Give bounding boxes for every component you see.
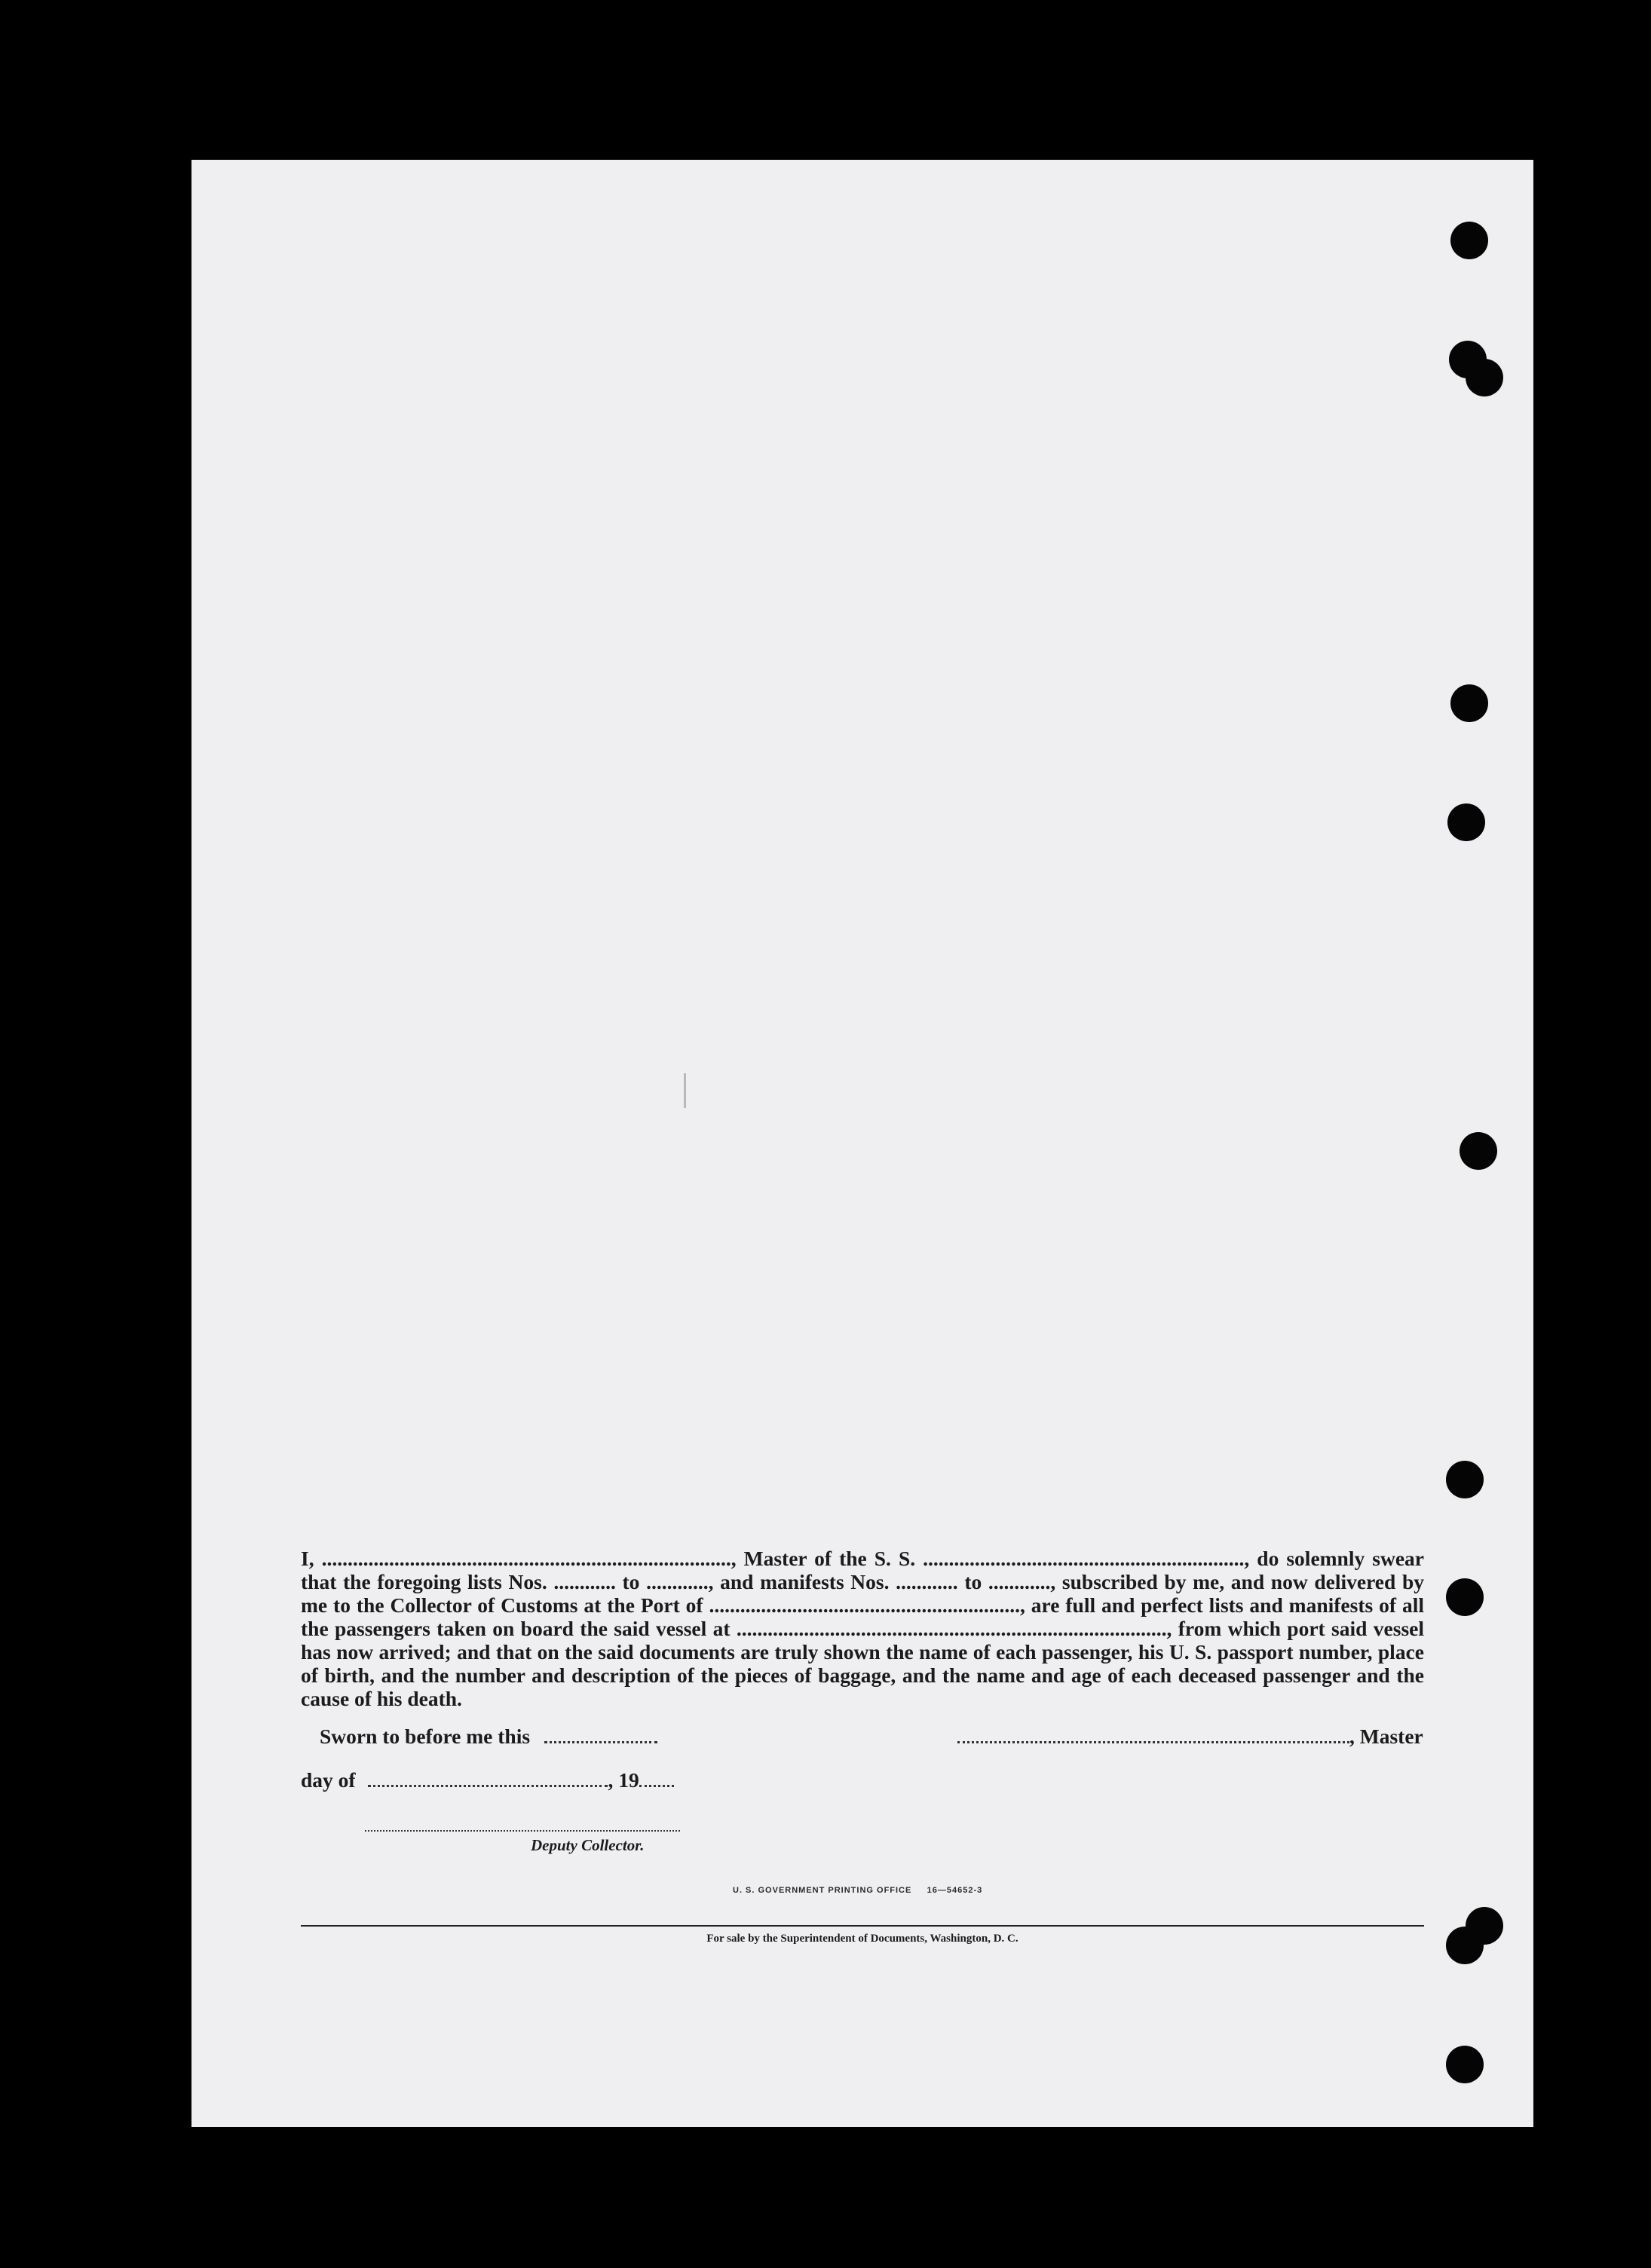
master-signature-field[interactable] [957, 1740, 1349, 1743]
printing-office-imprint: U. S. GOVERNMENT PRINTING OFFICE 16—54652-3 [733, 1886, 983, 1895]
master-label: , Master [1349, 1725, 1423, 1748]
day-of-label: day of [301, 1768, 356, 1792]
punch-hole [1466, 359, 1503, 396]
master-signature-row [957, 1725, 1423, 1749]
punch-hole [1450, 684, 1488, 722]
sworn-label: Sworn to before me this [320, 1725, 531, 1748]
year-field[interactable] [639, 1784, 674, 1787]
master-oath-paragraph [301, 1547, 1424, 1710]
footer-rule [301, 1925, 1424, 1927]
punch-hole [1446, 2046, 1484, 2083]
sworn-date-field[interactable] [544, 1740, 657, 1743]
manifest-page [191, 160, 1533, 2127]
day-of-field[interactable] [368, 1784, 608, 1787]
day-of-row [301, 1768, 674, 1792]
deputy-collector-label: Deputy Collector. [531, 1836, 645, 1854]
year-label: , 19 [608, 1768, 639, 1792]
deputy-signature-line[interactable] [365, 1830, 680, 1832]
punch-hole [1460, 1132, 1497, 1170]
bleed-through-mark [684, 1073, 686, 1108]
punch-hole [1447, 803, 1485, 841]
punch-hole [1446, 1578, 1484, 1616]
punch-hole [1450, 222, 1488, 259]
oath-text: I, ..............................................................................., Master of the S. S. .............................................................., do solemnly swear that the foregoing lists Nos. ............ to ............, and manifests Nos. ............ to ............, subscribed by me, and now delivered by me to the Collector of Customs at the Port of ............................................................, are full and perfect lists and manifests of all the passengers taken on board the said vessel at ..................................................................................., from which port said vessel has now arrived; and that on the said documents are truly shown the name of each passenger, his U. S. passport number, place of birth, and the number and description of the pieces of baggage, and the name and age of each deceased passenger and the cause of his death. [301, 1547, 1424, 1710]
sworn-row [320, 1725, 657, 1749]
punch-hole [1446, 1461, 1484, 1498]
sale-notice: For sale by the Superintendent of Documents, Washington, D. C. [706, 1933, 1018, 1945]
